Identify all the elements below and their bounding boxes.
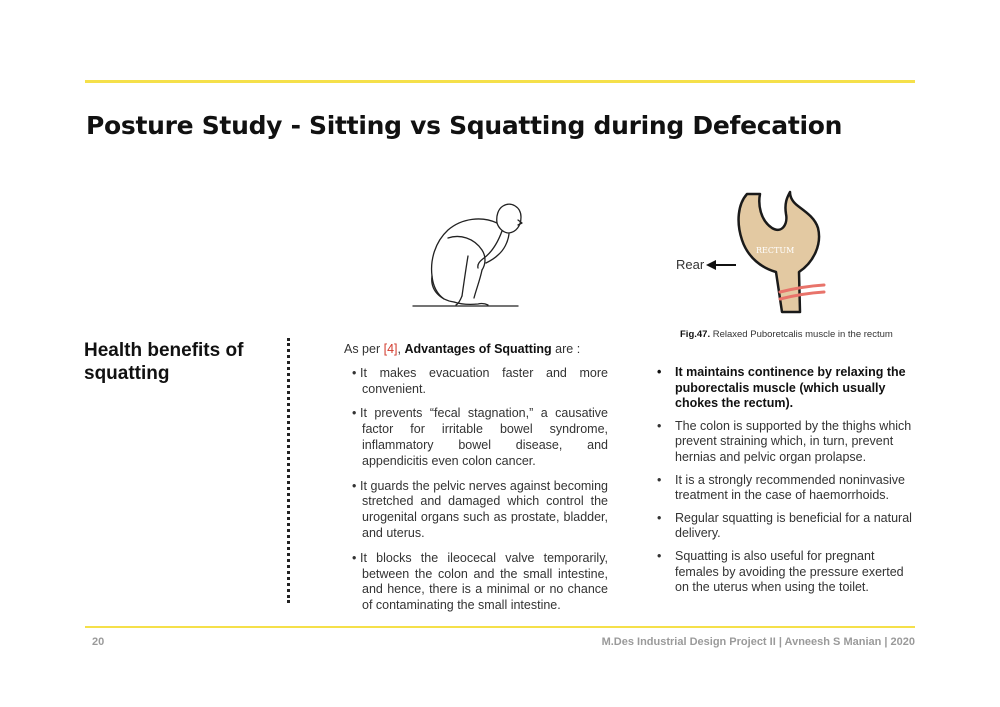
bullet-icon: •: [352, 550, 357, 565]
benefits-column: [657, 365, 919, 603]
list-item-text: It blocks the ileocecal valve temporarily, between the colon and the small intestine, and hence, there is a minimal or no chance of contaminating the small intestine.: [360, 550, 608, 613]
intro-bold: Advantages of Squatting: [404, 342, 552, 356]
list-item-text: It maintains continence by relaxing the puborectalis muscle (which usually chokes the rectum).: [675, 365, 906, 411]
bullet-icon: •: [657, 472, 662, 487]
bullet-icon: •: [657, 418, 662, 433]
intro-prefix: As per: [344, 342, 384, 356]
list-item: [344, 406, 608, 469]
bottom-rule: [85, 626, 915, 628]
list-item: [657, 473, 919, 504]
list-item-text: It is a strongly recommended noninvasive treatment in the case of haemorrhoids.: [675, 472, 905, 503]
list-item: [657, 549, 919, 596]
list-item: [344, 551, 608, 614]
bullet-icon: •: [352, 406, 357, 421]
top-rule: [85, 80, 915, 83]
list-item: [657, 511, 919, 542]
rectum-anatomy-icon: [672, 190, 847, 318]
list-item: [657, 419, 919, 466]
list-item-text: It makes evacuation faster and more convenient.: [360, 365, 608, 396]
figure-caption-label: Fig.47.: [680, 329, 711, 340]
bullet-icon: •: [352, 365, 357, 380]
figure-caption: [680, 329, 893, 340]
footer-credit: M.Des Industrial Design Project II | Avneesh S Manian | 2020: [601, 636, 915, 648]
bullet-icon: •: [657, 510, 662, 525]
page-number: 20: [92, 636, 105, 648]
rear-label: Rear: [676, 257, 705, 272]
list-item-text: Squatting is also useful for pregnant females by avoiding the pressure exerted on the uterus when using the toilet.: [675, 548, 904, 595]
rectum-diagram: [672, 190, 847, 318]
squatting-person-icon: [410, 198, 525, 310]
bullet-icon: •: [657, 548, 662, 563]
advantages-intro: [344, 342, 608, 358]
bullet-icon: •: [657, 365, 662, 379]
list-item-text: It prevents “fecal stagnation,” a causative factor for irritable bowel syndrome, inflammatory bowel disease, and appendicitis even colon cancer.: [360, 406, 608, 468]
list-item: [657, 365, 919, 412]
benefits-list: [657, 365, 919, 596]
figure-caption-text: Relaxed Puboretcalis muscle in the rectum: [710, 329, 893, 340]
list-item: [344, 366, 608, 398]
list-item: [344, 479, 608, 542]
list-item-text: Regular squatting is beneficial for a natural delivery.: [675, 510, 912, 541]
page-title: Posture Study - Sitting vs Squatting during Defecation: [86, 111, 843, 140]
list-item-text: It guards the pelvic nerves against becoming stretched and damaged which control the urogenital organs such as prostate, bladder, and uterus.: [360, 478, 608, 540]
advantages-column: [344, 342, 608, 623]
squatting-figure-illustration: [410, 198, 525, 310]
reference-link[interactable]: [4]: [383, 342, 398, 356]
intro-suffix: are :: [551, 342, 581, 356]
bullet-icon: •: [352, 478, 357, 493]
advantages-list: [344, 366, 608, 614]
list-item-text: The colon is supported by the thighs which prevent straining which, in turn, prevent hernias and pelvic organ prolapse.: [675, 418, 912, 464]
dotted-divider: [287, 338, 290, 603]
rectum-label: RECTUM: [756, 246, 795, 255]
section-heading: Health benefits of squatting: [84, 340, 244, 384]
intro-middle: ,: [397, 342, 405, 356]
